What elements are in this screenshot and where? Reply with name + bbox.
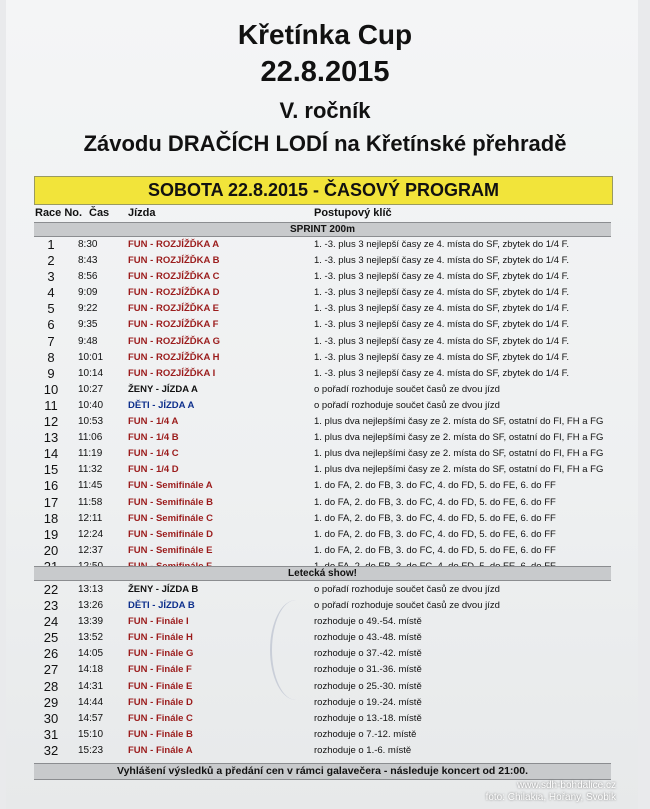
progression-rule: rozhoduje o 49.-54. místě xyxy=(314,616,422,628)
table-row xyxy=(34,253,611,269)
progression-rule: 1. -3. plus 3 nejlepší časy ze 4. místa do SF, zbytek do 1/4 F. xyxy=(314,239,570,250)
race-time: 13:39 xyxy=(78,616,104,628)
race-number: 30 xyxy=(43,710,59,726)
race-time: 14:05 xyxy=(78,648,104,660)
race-name: ŽENY - JÍZDA B xyxy=(128,584,199,595)
race-number: 22 xyxy=(43,582,59,597)
race-name: FUN - ROZJÍŽĎKA H xyxy=(128,351,220,363)
race-number: 5 xyxy=(47,301,55,317)
table-header xyxy=(34,205,611,221)
race-name: FUN - Semifinále C xyxy=(128,512,213,524)
race-time: 12:24 xyxy=(78,528,104,540)
race-time: 12:37 xyxy=(78,544,104,556)
table-row xyxy=(34,478,611,494)
race-number: 16 xyxy=(43,478,59,494)
race-name: FUN - Finále G xyxy=(128,648,194,660)
table-row xyxy=(34,317,611,333)
race-name: DĚTI - JÍZDA A xyxy=(128,399,195,411)
table-row xyxy=(34,598,611,614)
race-number: 24 xyxy=(43,614,59,630)
race-number: 18 xyxy=(43,510,59,526)
race-time: 10:40 xyxy=(78,399,104,411)
race-name: FUN - ROZJÍŽĎKA C xyxy=(128,271,220,283)
table-row xyxy=(34,614,611,630)
race-number: 29 xyxy=(43,694,59,710)
race-name: FUN - ROZJÍŽĎKA E xyxy=(128,303,219,315)
progression-rule: 1. do FA, 2. do FB, 3. do FC, 4. do FD, 5. do FE, 6. do FF xyxy=(314,512,556,524)
race-name: FUN - 1/4 A xyxy=(128,416,179,428)
progression-rule: rozhoduje o 1.-6. místě xyxy=(314,744,412,756)
race-number: 25 xyxy=(43,630,59,646)
race-time: 8:30 xyxy=(78,239,98,250)
race-number: 20 xyxy=(43,542,59,558)
event-date: 22.8.2015 xyxy=(260,56,390,88)
race-number: 4 xyxy=(47,285,55,301)
progression-rule: o pořadí rozhoduje součet časů ze dvou jízd xyxy=(314,399,500,411)
race-name: FUN - 1/4 B xyxy=(128,432,179,444)
column-rule: Postupový klíč xyxy=(314,207,392,219)
race-number: 19 xyxy=(43,526,59,542)
table-row xyxy=(34,543,611,559)
race-name: FUN - Finále H xyxy=(128,632,193,644)
race-time: 10:53 xyxy=(78,416,104,428)
section-airshow: Letecká show! xyxy=(34,566,611,581)
race-time: 14:31 xyxy=(78,680,104,692)
schedule-banner: SOBOTA 22.8.2015 - ČASOVÝ PROGRAM xyxy=(34,176,613,205)
race-time: 14:57 xyxy=(78,712,104,724)
table-row xyxy=(34,711,611,727)
credit-site: www.sdh-bohdalice.cz xyxy=(517,780,616,791)
race-name: FUN - ROZJÍŽĎKA A xyxy=(128,239,220,250)
race-name: ŽENY - JÍZDA A xyxy=(128,383,198,395)
race-time: 15:23 xyxy=(78,744,104,756)
race-name: FUN - ROZJÍŽĎKA B xyxy=(128,255,220,267)
table-row xyxy=(34,334,611,350)
progression-rule: 1. do FA, 2. do FB, 3. do FC, 4. do FD, 5. do FE, 6. do FF xyxy=(314,528,556,540)
table-row xyxy=(34,285,611,301)
progression-rule: rozhoduje o 37.-42. místě xyxy=(314,648,422,660)
section-sprint: SPRINT 200m xyxy=(34,222,611,237)
race-number: 10 xyxy=(43,381,59,397)
table-row xyxy=(34,630,611,646)
race-name: FUN - Finále E xyxy=(128,680,193,692)
progression-rule: 1. plus dva nejlepšími časy ze 2. místa do SF, ostatní do FI, FH a FG xyxy=(314,448,604,460)
race-name: FUN - Semifinále B xyxy=(128,496,213,508)
column-race: Jízda xyxy=(128,207,156,219)
race-time: 9:09 xyxy=(78,287,98,299)
progression-rule: 1. do FA, 2. do FB, 3. do FC, 4. do FD, 5. do FE, 6. do FF xyxy=(314,544,556,556)
table-row xyxy=(34,679,611,695)
race-number: 31 xyxy=(43,726,59,742)
race-name: FUN - ROZJÍŽĎKA D xyxy=(128,287,220,299)
footer-note: Vyhlášení výsledků a předání cen v rámci galavečera - následuje koncert od 21:00. xyxy=(34,763,611,780)
table-row xyxy=(34,301,611,317)
progression-rule: 1. -3. plus 3 nejlepší časy ze 4. místa do SF, zbytek do 1/4 F. xyxy=(314,319,570,331)
progression-rule: rozhoduje o 25.-30. místě xyxy=(314,680,422,692)
race-time: 14:18 xyxy=(78,664,104,676)
progression-rule: rozhoduje o 43.-48. místě xyxy=(314,632,422,644)
table-row xyxy=(34,350,611,366)
race-name: FUN - Finále D xyxy=(128,696,193,708)
progression-rule: 1. -3. plus 3 nejlepší časy ze 4. místa do SF, zbytek do 1/4 F. xyxy=(314,271,570,283)
table-row xyxy=(34,662,611,678)
table-row xyxy=(34,727,611,743)
progression-rule: rozhoduje o 19.-24. místě xyxy=(314,696,422,708)
race-name: FUN - ROZJÍŽĎKA G xyxy=(128,335,221,347)
race-name: FUN - Semifinále E xyxy=(128,544,213,556)
race-number: 27 xyxy=(43,662,59,678)
progression-rule: 1. plus dva nejlepšími časy ze 2. místa do SF, ostatní do FI, FH a FG xyxy=(314,464,604,476)
race-time: 9:48 xyxy=(78,335,98,347)
progression-rule: 1. -3. plus 3 nejlepší časy ze 4. místa do SF, zbytek do 1/4 F. xyxy=(314,255,570,267)
progression-rule: 1. -3. plus 3 nejlepší časy ze 4. místa do SF, zbytek do 1/4 F. xyxy=(314,367,570,379)
progression-rule: o pořadí rozhoduje součet časů ze dvou jízd xyxy=(314,600,500,612)
schedule-rows-part2 xyxy=(34,582,611,759)
race-number: 12 xyxy=(43,414,59,430)
table-row xyxy=(34,366,611,382)
race-time: 13:13 xyxy=(78,584,104,595)
progression-rule: 1. do FA, 2. do FB, 3. do FC, 4. do FD, 5. do FE, 6. do FF xyxy=(314,480,556,492)
race-time: 10:14 xyxy=(78,367,104,379)
race-time: 11:32 xyxy=(78,464,103,476)
event-subtitle: Závodu DRAČÍCH LODÍ na Křetínské přehradě xyxy=(83,131,567,156)
race-name: FUN - Finále I xyxy=(128,616,189,628)
table-row xyxy=(34,511,611,527)
race-number: 14 xyxy=(43,446,59,462)
race-name: FUN - Semifinále A xyxy=(128,480,213,492)
race-time: 11:58 xyxy=(78,496,103,508)
table-row xyxy=(34,269,611,285)
table-row xyxy=(34,430,611,446)
column-race-no: Race No. xyxy=(35,207,83,219)
race-name: FUN - Semifinále D xyxy=(128,528,213,540)
race-time: 10:27 xyxy=(78,383,104,395)
progression-rule: 1. plus dva nejlepšími časy ze 2. místa do SF, ostatní do FI, FH a FG xyxy=(314,416,604,428)
progression-rule: rozhoduje o 7.-12. místě xyxy=(314,728,417,740)
progression-rule: 1. plus dva nejlepšími časy ze 2. místa do SF, ostatní do FI, FH a FG xyxy=(314,432,604,444)
page-title: Křetínka Cup xyxy=(237,19,413,50)
race-time: 13:26 xyxy=(78,600,104,612)
race-time: 11:19 xyxy=(78,448,103,460)
race-number: 13 xyxy=(43,430,59,446)
race-number: 9 xyxy=(47,365,55,381)
race-number: 7 xyxy=(47,333,55,349)
progression-rule: o pořadí rozhoduje součet časů ze dvou jízd xyxy=(314,584,500,595)
race-name: FUN - Finále B xyxy=(128,728,193,740)
race-time: 13:52 xyxy=(78,632,104,644)
race-number: 17 xyxy=(43,494,59,510)
race-name: FUN - Finále C xyxy=(128,712,193,724)
schedule-rows-part1 xyxy=(34,237,611,575)
table-row xyxy=(34,646,611,662)
race-number: 28 xyxy=(43,678,59,694)
race-time: 15:10 xyxy=(78,728,104,740)
race-time: 8:56 xyxy=(78,271,98,283)
race-name: FUN - ROZJÍŽĎKA I xyxy=(128,367,216,379)
table-row xyxy=(34,414,611,430)
column-time: Čas xyxy=(89,207,110,219)
race-time: 12:11 xyxy=(78,512,103,524)
race-time: 8:43 xyxy=(78,255,98,267)
progression-rule: o pořadí rozhoduje součet časů ze dvou jízd xyxy=(314,383,500,395)
progression-rule: rozhoduje o 31.-36. místě xyxy=(314,664,422,676)
table-row xyxy=(34,495,611,511)
race-number: 2 xyxy=(47,253,55,269)
table-row xyxy=(34,527,611,543)
table-row xyxy=(34,398,611,414)
race-time: 9:22 xyxy=(78,303,98,315)
race-number: 6 xyxy=(47,317,55,333)
table-row xyxy=(34,695,611,711)
race-name: FUN - 1/4 D xyxy=(128,464,179,476)
progression-rule: 1. -3. plus 3 nejlepší časy ze 4. místa do SF, zbytek do 1/4 F. xyxy=(314,287,570,299)
title-block xyxy=(0,18,650,160)
race-time: 14:44 xyxy=(78,696,104,708)
table-row xyxy=(34,446,611,462)
race-number: 15 xyxy=(43,462,59,478)
race-time: 11:45 xyxy=(78,480,103,492)
race-number: 3 xyxy=(47,269,55,285)
table-row xyxy=(34,237,611,253)
race-time: 9:35 xyxy=(78,319,98,331)
race-name: FUN - Finále F xyxy=(128,664,192,676)
credit-photo: foto: Chilakia, Hořany, Svobik xyxy=(485,792,616,803)
progression-rule: 1. do FA, 2. do FB, 3. do FC, 4. do FD, 5. do FE, 6. do FF xyxy=(314,496,556,508)
race-name: DĚTI - JÍZDA B xyxy=(128,600,195,612)
race-number: 11 xyxy=(44,397,58,413)
progression-rule: rozhoduje o 13.-18. místě xyxy=(314,712,422,724)
table-row xyxy=(34,382,611,398)
progression-rule: 1. -3. plus 3 nejlepší časy ze 4. místa do SF, zbytek do 1/4 F. xyxy=(314,351,570,363)
race-time: 11:06 xyxy=(78,432,103,444)
race-time: 10:01 xyxy=(78,351,104,363)
race-number: 23 xyxy=(43,598,59,614)
progression-rule: 1. -3. plus 3 nejlepší časy ze 4. místa do SF, zbytek do 1/4 F. xyxy=(314,303,570,315)
edition: V. ročník xyxy=(279,98,371,123)
race-number: 8 xyxy=(47,349,55,365)
race-number: 1 xyxy=(47,237,55,252)
race-name: FUN - ROZJÍŽĎKA F xyxy=(128,319,219,331)
race-number: 32 xyxy=(43,742,59,758)
progression-rule: 1. -3. plus 3 nejlepší časy ze 4. místa do SF, zbytek do 1/4 F. xyxy=(314,335,570,347)
race-name: FUN - Finále A xyxy=(128,744,193,756)
race-name: FUN - 1/4 C xyxy=(128,448,179,460)
table-row xyxy=(34,462,611,478)
table-row xyxy=(34,582,611,598)
race-number: 26 xyxy=(43,646,59,662)
table-row xyxy=(34,743,611,759)
